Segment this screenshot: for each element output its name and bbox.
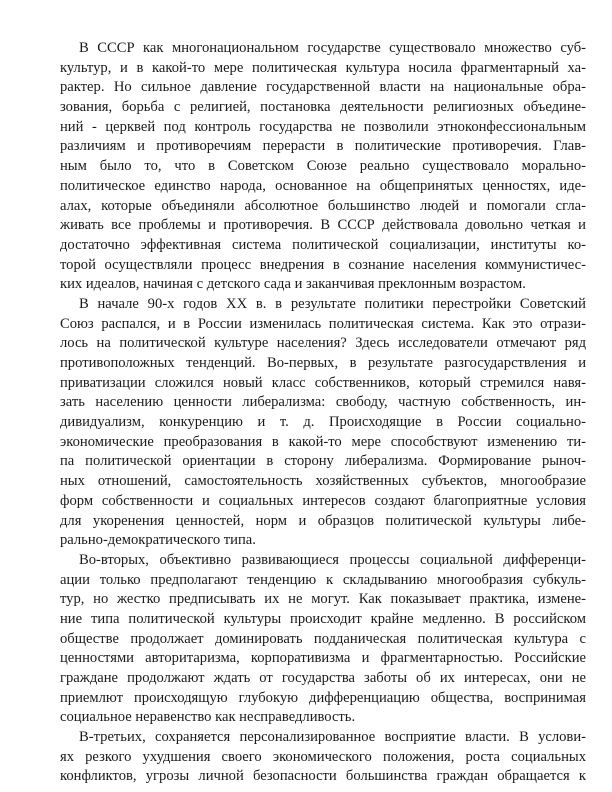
text-line: В начале 90-х годов XX в. в результате политики перестройки Советский — [79, 295, 586, 312]
text-line: Во-вторых, объективно развивающиеся процессы социальной дифференци- — [79, 551, 586, 568]
text-line: достаточно эффективная система политической социализации, институты ко- — [60, 236, 586, 253]
text-line: экономические преобразования в какой-то мере способствуют изменению ти- — [60, 433, 586, 450]
text-line: рально-демократического типа. — [60, 532, 256, 549]
text-line: ях резкого ухудшения своего экономического положения, роста социальных — [60, 748, 586, 765]
text-line: В СССР как многонациональном государстве существовало множество суб- — [79, 40, 586, 56]
text-line: ации только предполагают тенденцию к складыванию многообразия субкуль- — [60, 571, 586, 588]
text-line: социальное неравенство как несправедливость. — [60, 709, 356, 726]
text-line: ных отношений, самостоятельность хозяйственных субъектов, многообразие — [60, 473, 586, 490]
text-line: противоположных тенденций. Во-первых, в результате разгосударствления и — [60, 355, 586, 371]
text-line: обществе продолжает доминировать подданическая политическая культура с — [60, 630, 586, 647]
text-line: В-третьих, сохраняется персонализированное восприятие власти. В услови- — [79, 729, 586, 746]
text-line: дивидуализм, конкуренцию и т. д. Происходящие в России социально- — [60, 414, 586, 431]
text-line: для укоренения ценностей, норм и образцов политической культуры либе- — [60, 512, 586, 529]
text-line: приемлют происходящую глубокую дифференциацию общества, воспринимая — [60, 689, 586, 706]
text-line: па политической ориентации в сторону либерализма. Формирование рыноч- — [60, 453, 586, 470]
text-line: лось на политической культуре населения? Здесь исследователи отмечают ряд — [60, 335, 586, 352]
text-line: торой осуществляли процесс внедрения в сознание населения коммунистичес- — [60, 256, 586, 273]
text-line: различиям и противоречиям перерасти в политические противоречия. Глав- — [60, 138, 586, 155]
text-line: живать все проблемы и противоречия. В СССР действовала довольно четкая и — [60, 217, 586, 234]
text-line: зать населению ценности либерализма: свободу, частную собственность, ин- — [60, 394, 586, 411]
text-line: ние типа политической культуры происходит крайне медленно. В российском — [60, 610, 586, 627]
paragraph-secondly — [60, 551, 586, 728]
text-line: ным было то, что в Советском Союзе реально существовало морально- — [60, 158, 586, 175]
text-line: тур, но жестко предписывать их не могут. Как показывает практика, измене- — [60, 591, 586, 608]
text-line: форм собственности и социальных интересов создают благоприятные условия — [60, 492, 586, 509]
paragraph-early-90s — [60, 295, 586, 551]
text-line: политическое единство народа, основанное на общепринятых ценностях, иде- — [60, 177, 586, 194]
text-line: конфликтов, угрозы личной безопасности большинства граждан обращается к — [60, 768, 586, 785]
text-line: алах, которые объединяли абсолютное большинство людей и помогали сгла- — [60, 197, 586, 214]
paragraph-ussr-subcultures — [60, 39, 586, 295]
text-line: ний - церквей под контроль государства не позволили этноконфессиональным — [60, 118, 586, 135]
text-line: культур, и в какой-то мере политическая культура носила фрагментарный ха- — [60, 59, 586, 76]
text-line: ких идеалов, начиная с детского сада и заканчивая преклонным возрастом. — [60, 276, 526, 293]
text-line: Союз распался, и в России изменилась политическая система. Как это отрази- — [60, 315, 586, 332]
text-line: рактер. Но сильное давление государственной власти на национальные обра- — [60, 79, 586, 96]
text-line: граждане продолжают ждать от государства заботы об их интересах, они не — [60, 670, 586, 686]
text-line: ценностями авторитаризма, корпоративизма и фрагментарностью. Российские — [60, 650, 586, 667]
paragraph-thirdly — [60, 728, 586, 787]
body-text — [60, 39, 586, 787]
text-line: приватизации сложился новый класс собственников, который стремился навя- — [60, 374, 586, 391]
text-line: зования, борьба с религией, постановка деятельности религиозных объедине- — [60, 99, 586, 116]
